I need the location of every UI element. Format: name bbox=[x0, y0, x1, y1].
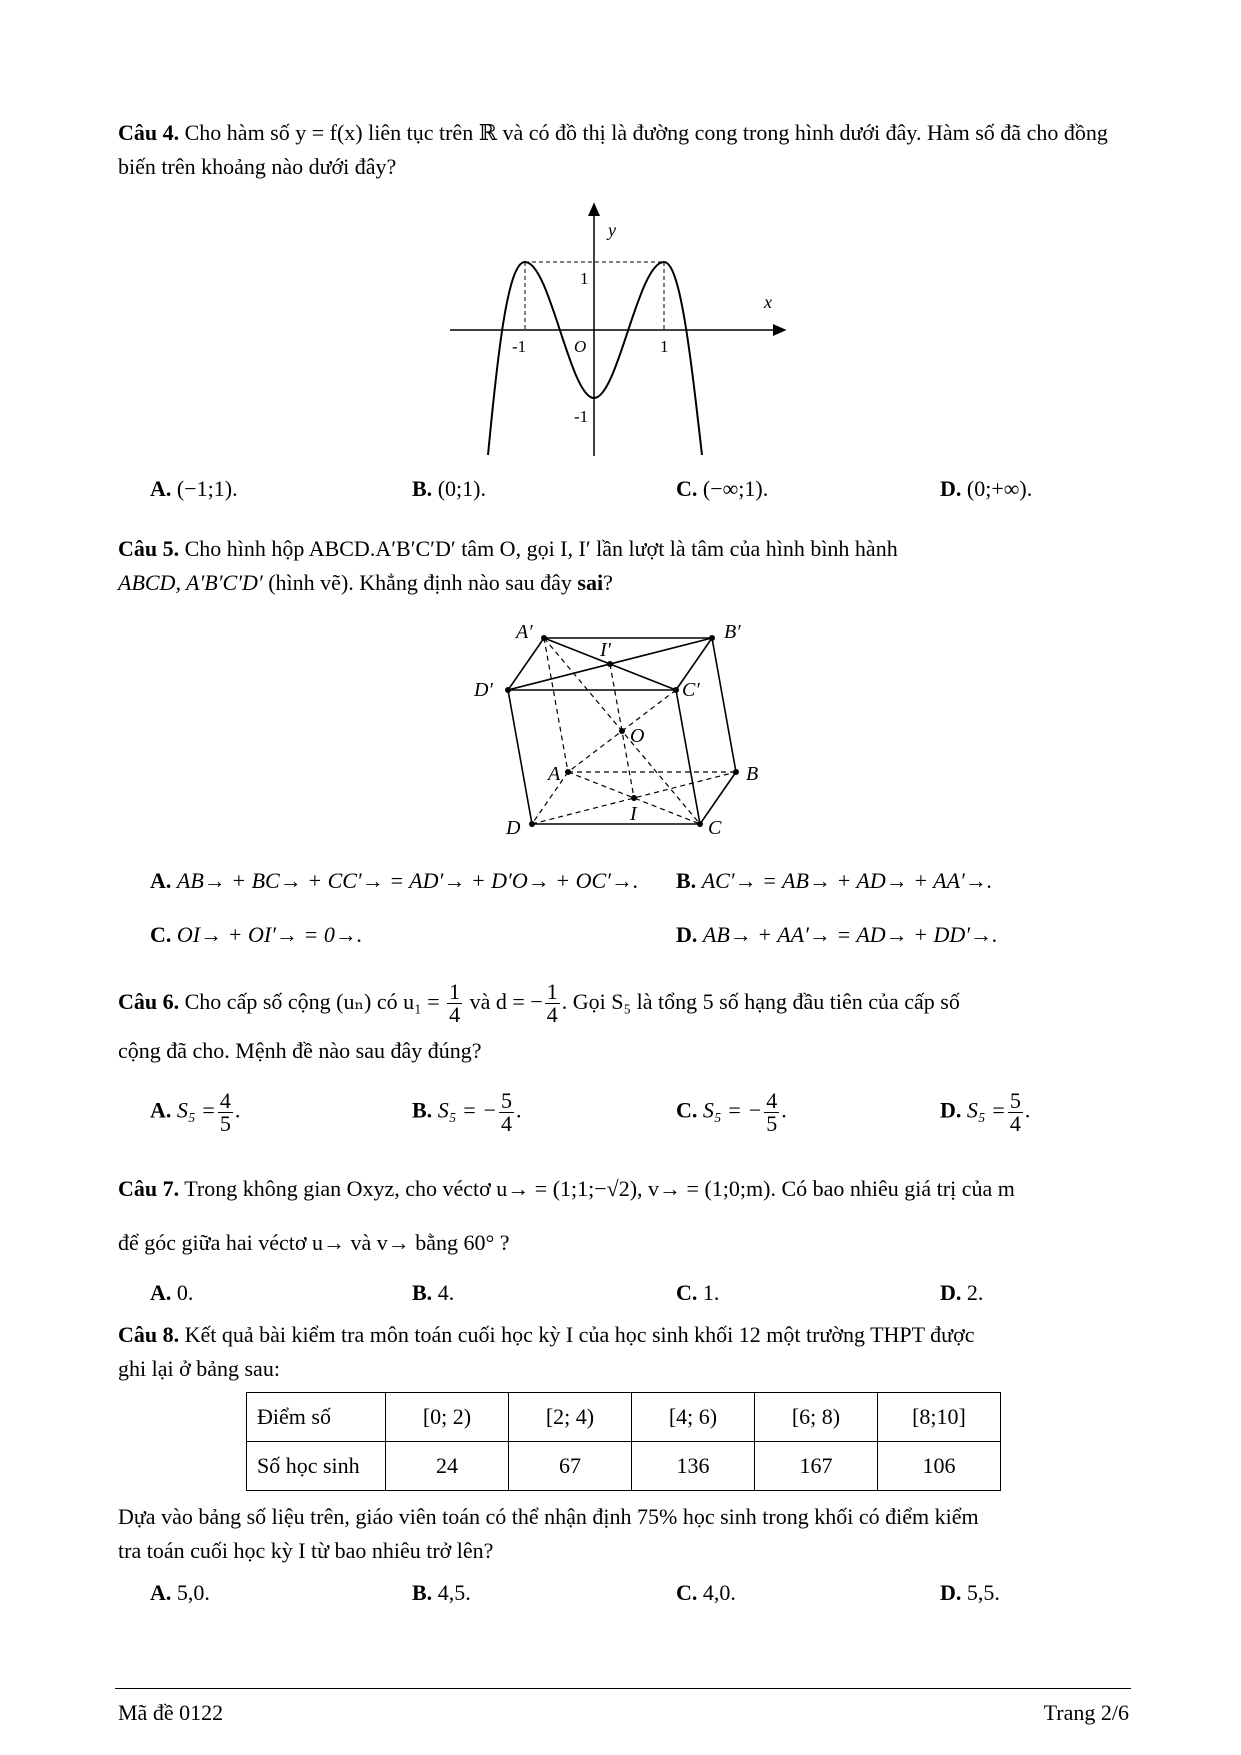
q7-option-a[interactable]: A. 0. bbox=[150, 1280, 194, 1305]
q5-label-c1: C′ bbox=[682, 679, 700, 701]
q4-tick-y-neg: -1 bbox=[574, 407, 589, 426]
q7-option-b[interactable]: B. 4. bbox=[412, 1280, 455, 1305]
question-6: Câu 6. Cho cấp số cộng (uₙ) có u₁ = $\frac{1}{4}$ và d = − $\frac{1}{4}$ . Gọi S₅ là tổng 5 số hạng đầu tiên của cấp số bbox=[118, 979, 960, 1028]
q4-tick-x-pos: 1 bbox=[660, 337, 669, 356]
q5-label-b1: B′ bbox=[724, 621, 741, 643]
question-6-line2: cộng đã cho. Mệnh đề nào sau đây đúng? bbox=[118, 1038, 482, 1063]
q5-label-d: D bbox=[506, 817, 521, 839]
question-4-text: Cho hàm số y = f(x) liên tục trên ℝ và có đồ thị là đường cong trong hình dưới đây. Hàm số đã cho đồng biến trên khoảng nào dưới đây? bbox=[118, 120, 1108, 179]
question-7-label: Câu 7. bbox=[118, 1176, 180, 1201]
q7-option-c[interactable]: C. 1. bbox=[676, 1280, 720, 1305]
q5-option-c[interactable]: C. OI→ + OI′→ = 0→. bbox=[150, 922, 363, 947]
q5-label-a: A bbox=[548, 763, 561, 785]
q8-option-d[interactable]: D. 5,5. bbox=[940, 1580, 1000, 1605]
q5-label-d1: D′ bbox=[474, 679, 493, 701]
question-7: Câu 7. Trong không gian Oxyz, cho véctơ u→ = (1;1;−√2), v→ = (1;0;m). Có bao nhiêu giá trị của m bbox=[118, 1176, 1015, 1201]
q5-option-a[interactable]: A. AB→ + BC→ + CC′→ = AD′→ + D′O→ + OC′→. bbox=[150, 868, 639, 893]
q6-options bbox=[150, 1090, 1130, 1146]
question-5-label: Câu 5. bbox=[118, 536, 180, 561]
q8-option-a[interactable]: A. 5,0. bbox=[150, 1580, 210, 1605]
q8-option-b[interactable]: B. 4,5. bbox=[412, 1580, 471, 1605]
page-number: Trang 2/6 bbox=[1043, 1700, 1129, 1725]
question-8-after: Dựa vào bảng số liệu trên, giáo viên toán có thể nhận định 75% học sinh trong khối có điểm kiểm tra toán cuối học kỳ I từ bao nhiêu trở lên? bbox=[118, 1504, 979, 1563]
q6-frac-d: $\frac{1}{4}$ bbox=[546, 979, 558, 1028]
q6-option-b[interactable]: B. S₅ = − $\frac{5}{4}$ . bbox=[412, 1088, 522, 1136]
q7-option-d[interactable]: D. 2. bbox=[940, 1280, 984, 1305]
question-4 bbox=[118, 116, 1128, 184]
q4-x-label: x bbox=[764, 292, 772, 312]
q5-label-b: B bbox=[746, 763, 759, 785]
q4-y-label: y bbox=[608, 220, 616, 240]
question-7-line2: để góc giữa hai véctơ u→ và v→ bằng 60° ? bbox=[118, 1230, 510, 1255]
q5-option-d[interactable]: D. AB→ + AA′→ = AD→ + DD′→. bbox=[676, 922, 998, 947]
q5-box-figure bbox=[460, 620, 790, 850]
q5-options-row1 bbox=[150, 868, 1130, 908]
q6-option-a[interactable]: A. S₅ = $\frac{4}{5}$ . bbox=[150, 1088, 241, 1136]
question-5: Câu 5. Cho hình hộp ABCD.A′B′C′D′ tâm O, gọi I, I′ lần lượt là tâm của hình bình hành ABCD, A′B′C′D′ (hình vẽ). Khẳng định nào sau đây sai? bbox=[118, 536, 898, 595]
q4-options bbox=[150, 476, 1130, 516]
q8-options bbox=[150, 1580, 1130, 1620]
question-5-text-1: Cho hình hộp ABCD.A′B′C′D′ tâm O, gọi I, I′ lần lượt là tâm của hình bình hành bbox=[184, 536, 898, 561]
q4-graph bbox=[440, 200, 800, 460]
q4-tick-x-neg: -1 bbox=[512, 337, 527, 356]
q7-options bbox=[150, 1280, 1130, 1320]
q5-label-o: O bbox=[630, 725, 645, 747]
q4-curve bbox=[488, 262, 702, 455]
q5-label-i: I bbox=[630, 803, 637, 825]
q6-option-d[interactable]: D. S₅ = $\frac{5}{4}$ . bbox=[940, 1088, 1031, 1136]
q6-frac-u1: $\frac{1}{4}$ bbox=[449, 979, 461, 1028]
q4-option-d[interactable]: D. (0;+∞). bbox=[940, 476, 1033, 501]
q5-options-row2 bbox=[150, 922, 1130, 962]
q4-tick-y-pos: 1 bbox=[580, 269, 589, 288]
q6-option-c[interactable]: C. S₅ = − $\frac{4}{5}$ . bbox=[676, 1088, 787, 1136]
q5-label-a1: A′ bbox=[516, 621, 533, 643]
q4-option-c[interactable]: C. (−∞;1). bbox=[676, 476, 769, 501]
score-table bbox=[246, 1392, 1001, 1491]
question-8-label: Câu 8. bbox=[118, 1322, 180, 1347]
q8-option-c[interactable]: C. 4,0. bbox=[676, 1580, 736, 1605]
exam-code: Mã đề 0122 bbox=[118, 1700, 224, 1725]
q5-label-i1: I′ bbox=[600, 639, 612, 661]
question-8: Câu 8. Kết quả bài kiểm tra môn toán cuối học kỳ I của học sinh khối 12 một trường THPT được ghi lại ở bảng sau: bbox=[118, 1322, 975, 1381]
footer-divider bbox=[115, 1688, 1131, 1689]
q5-option-b[interactable]: B. AC′→ = AB→ + AD→ + AA′→. bbox=[676, 868, 993, 893]
q4-option-b[interactable]: B. (0;1). bbox=[412, 476, 486, 501]
q4-option-a[interactable]: A. (−1;1). bbox=[150, 476, 238, 501]
table-row: Điểm số [0; 2) [2; 4) [4; 6) [6; 8) [8;10] bbox=[247, 1393, 1001, 1442]
question-6-label: Câu 6. bbox=[118, 989, 180, 1014]
table-row: Số học sinh 24 67 136 167 106 bbox=[247, 1442, 1001, 1491]
question-4-label: Câu 4. bbox=[118, 120, 180, 145]
q4-origin: O bbox=[574, 337, 587, 356]
q5-label-c: C bbox=[708, 817, 722, 839]
